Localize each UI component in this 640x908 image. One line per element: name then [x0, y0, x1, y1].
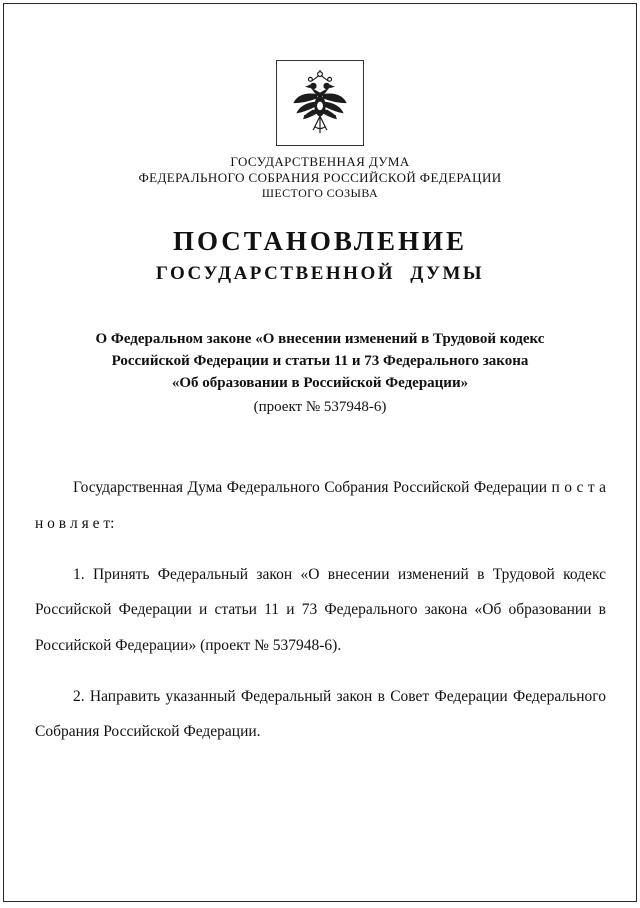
subject-project-number: (проект № 537948-6) — [253, 398, 387, 415]
document-issuer: ГОСУДАРСТВЕННОЙ ДУМЫ — [155, 263, 485, 285]
document-page — [3, 3, 637, 902]
paragraph-resolves-emphasis: п о с т а н о в л я е т: — [35, 479, 610, 532]
subject-line-3: «Об образовании в Российской Федерации» — [171, 374, 469, 391]
document-title-block — [4, 226, 636, 285]
document-body — [35, 470, 610, 749]
org-name-block — [4, 154, 636, 200]
subject-line-2: Российской Федерации и статьи 11 и 73 Федерального закона — [111, 353, 529, 370]
document-type: ПОСТАНОВЛЕНИЕ — [172, 226, 468, 257]
paragraph-item-2: 2. Направить указанный Федеральный закон в Совет Федерации Федерального Собрания Российской Федерации. — [35, 687, 606, 741]
org-line-3: ШЕСТОГО СОЗЫВА — [261, 185, 379, 200]
paragraph-item-1: 1. Принять Федеральный закон «О внесении изменений в Трудовой кодекс Российской Федерации и статьи 11 и 73 Федерального закона «Об образовании в Российской Федерации» (проект № 537948-6). — [35, 565, 606, 654]
org-line-2: ФЕДЕРАЛЬНОГО СОБРАНИЯ РОССИЙСКОЙ ФЕДЕРАЦИИ — [138, 169, 502, 185]
subject-line-1: О Федеральном законе «О внесении изменений в Трудовой кодекс — [95, 331, 545, 348]
document-subject-block — [4, 329, 636, 418]
paragraph-resolves — [35, 470, 610, 541]
paragraph-resolves-text: Государственная Дума Федерального Собрания Российской Федерации — [73, 479, 552, 497]
coat-of-arms-icon — [283, 67, 357, 139]
coat-of-arms-box — [276, 60, 364, 146]
org-line-1: ГОСУДАРСТВЕННАЯ ДУМА — [230, 154, 410, 169]
